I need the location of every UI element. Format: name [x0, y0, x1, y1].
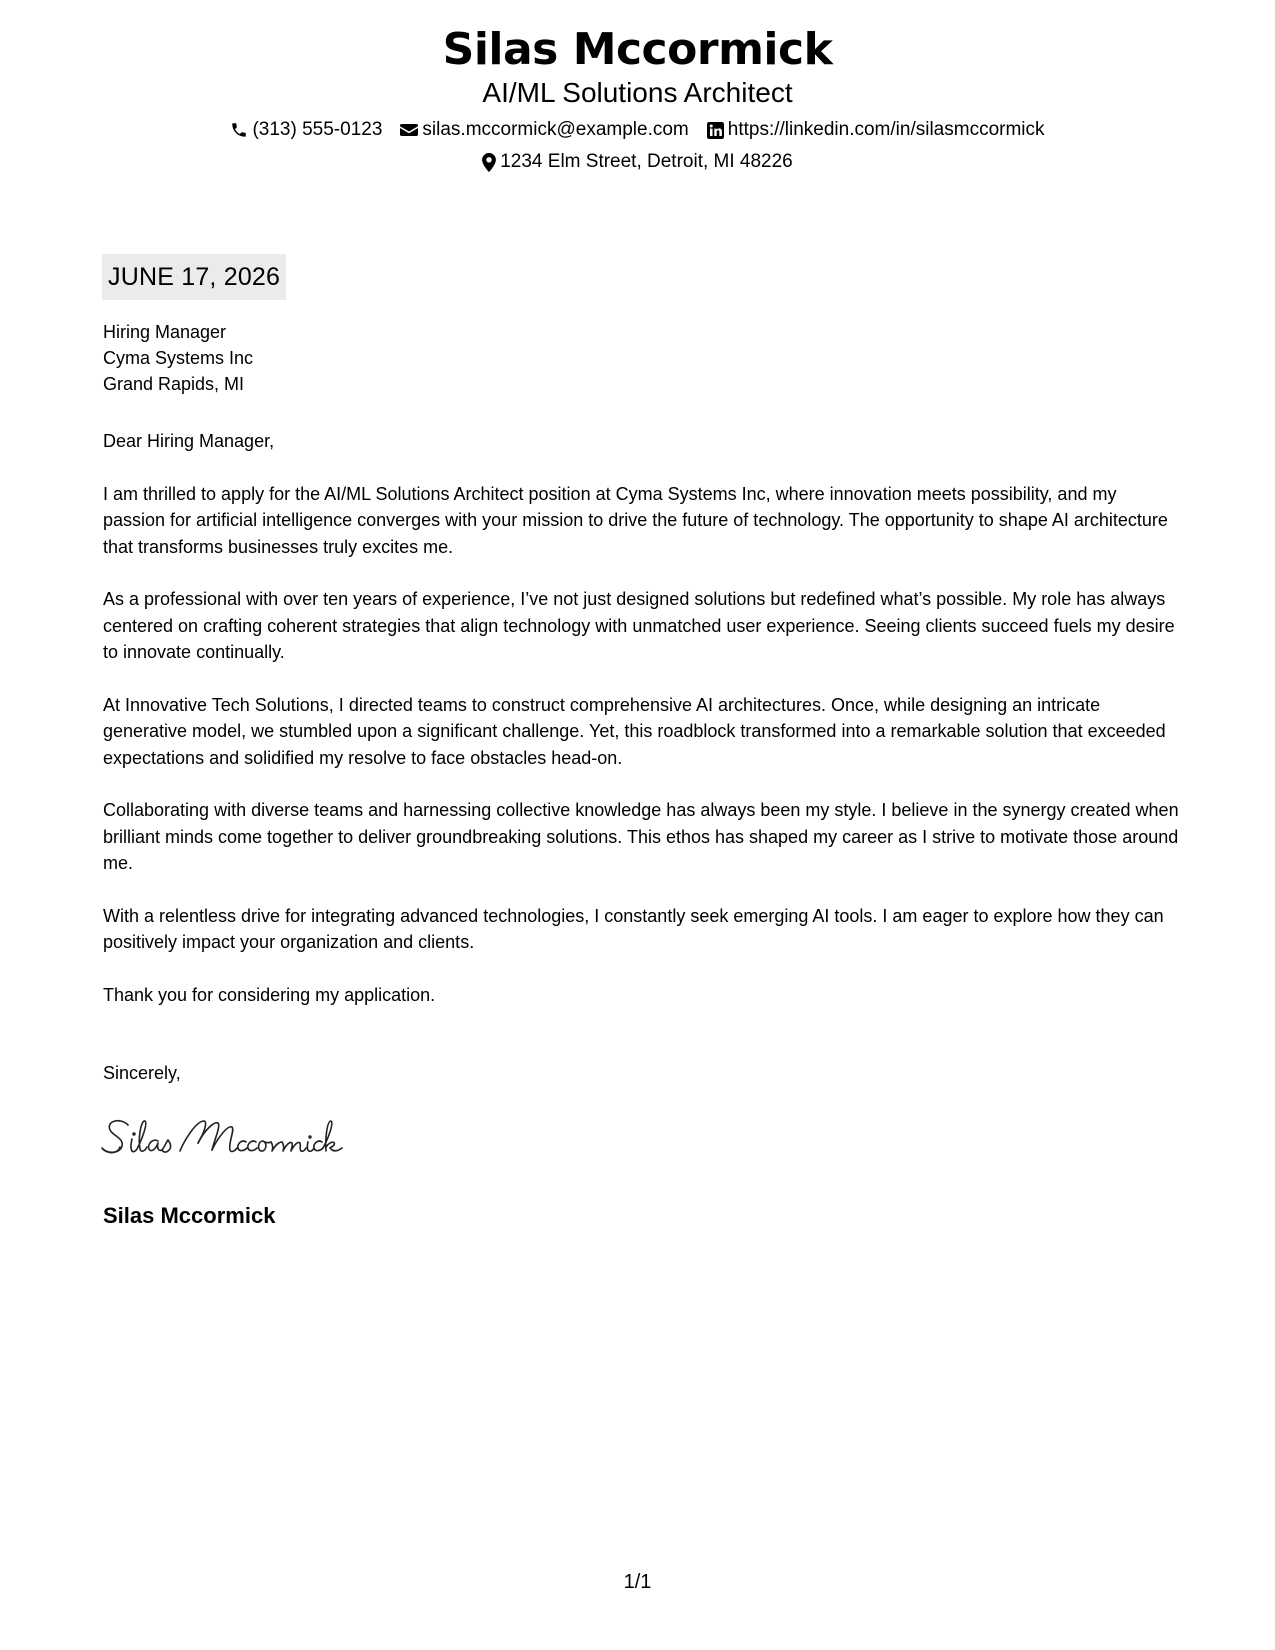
phone-text: (313) 555-0123 [252, 119, 383, 140]
salutation: Dear Hiring Manager, [103, 431, 275, 451]
recipient-location: Grand Rapids, MI [103, 374, 245, 394]
letter-date: JUNE 17, 2026 [102, 254, 286, 300]
envelope-icon [400, 122, 418, 138]
applicant-name: Silas Mccormick [442, 24, 833, 75]
handwritten-signature [100, 1113, 360, 1163]
contact-address [482, 150, 793, 174]
address-text: 1234 Elm Street, Detroit, MI 48226 [500, 151, 793, 172]
body-paragraph: As a professional with over ten years of experience, I’ve not just designed solutions but redefined what’s possible. My role has always centered on crafting coherent strategies that align technology with unmatched user experience. Seeing clients succeed fuels my desire to innovate continually. [103, 589, 1175, 662]
phone-icon [230, 121, 248, 139]
contact-row [0, 118, 1275, 142]
recipient-title: Hiring Manager [103, 322, 227, 342]
contact-phone [230, 118, 382, 142]
recipient-company: Cyma Systems Inc [103, 348, 254, 368]
map-pin-icon [482, 153, 496, 172]
email-link[interactable]: silas.mccormick@example.com [422, 119, 689, 140]
body-paragraph: Thank you for considering my application. [103, 984, 436, 1005]
applicant-role: AI/ML Solutions Architect [482, 77, 793, 108]
letter-header [0, 24, 1275, 174]
body-paragraph: With a relentless drive for integrating advanced technologies, I constantly seek emerging AI tools. I am eager to explore how they can positively impact your organization and clients. [103, 905, 1164, 952]
signed-name: Silas Mccormick [103, 1203, 276, 1228]
contact-linkedin[interactable] [707, 118, 1045, 142]
letter-body [103, 428, 1183, 1034]
linkedin-link[interactable]: https://linkedin.com/in/silasmccormick [727, 119, 1045, 140]
page-number: 1/1 [623, 1571, 652, 1593]
body-paragraph: Collaborating with diverse teams and harnessing collective knowledge has always been my style. I believe in the synergy created when brilliant minds come together to deliver groundbreaking solutions. This ethos has shaped my career as I strive to motivate those around me. [103, 800, 1179, 873]
closing: Sincerely, [103, 1063, 181, 1083]
recipient-block [103, 319, 253, 397]
address-row [0, 150, 1275, 174]
body-paragraph: I am thrilled to apply for the AI/ML Solutions Architect position at Cyma Systems Inc, where innovation meets possibility, and my passion for artificial intelligence converges with your mission to drive the future of technology. The opportunity to shape AI architecture that transforms businesses truly excites me. [103, 483, 1168, 557]
linkedin-icon [707, 122, 724, 139]
body-paragraph: At Innovative Tech Solutions, I directed teams to construct comprehensive AI architectures. Once, while designing an intricate generative model, we stumbled upon a significant challenge. Yet, this roadblock transformed into a remarkable solution that exceeded expectations and solidified my resolve to face obstacles head-on. [103, 694, 1166, 768]
contact-email[interactable] [400, 118, 688, 142]
